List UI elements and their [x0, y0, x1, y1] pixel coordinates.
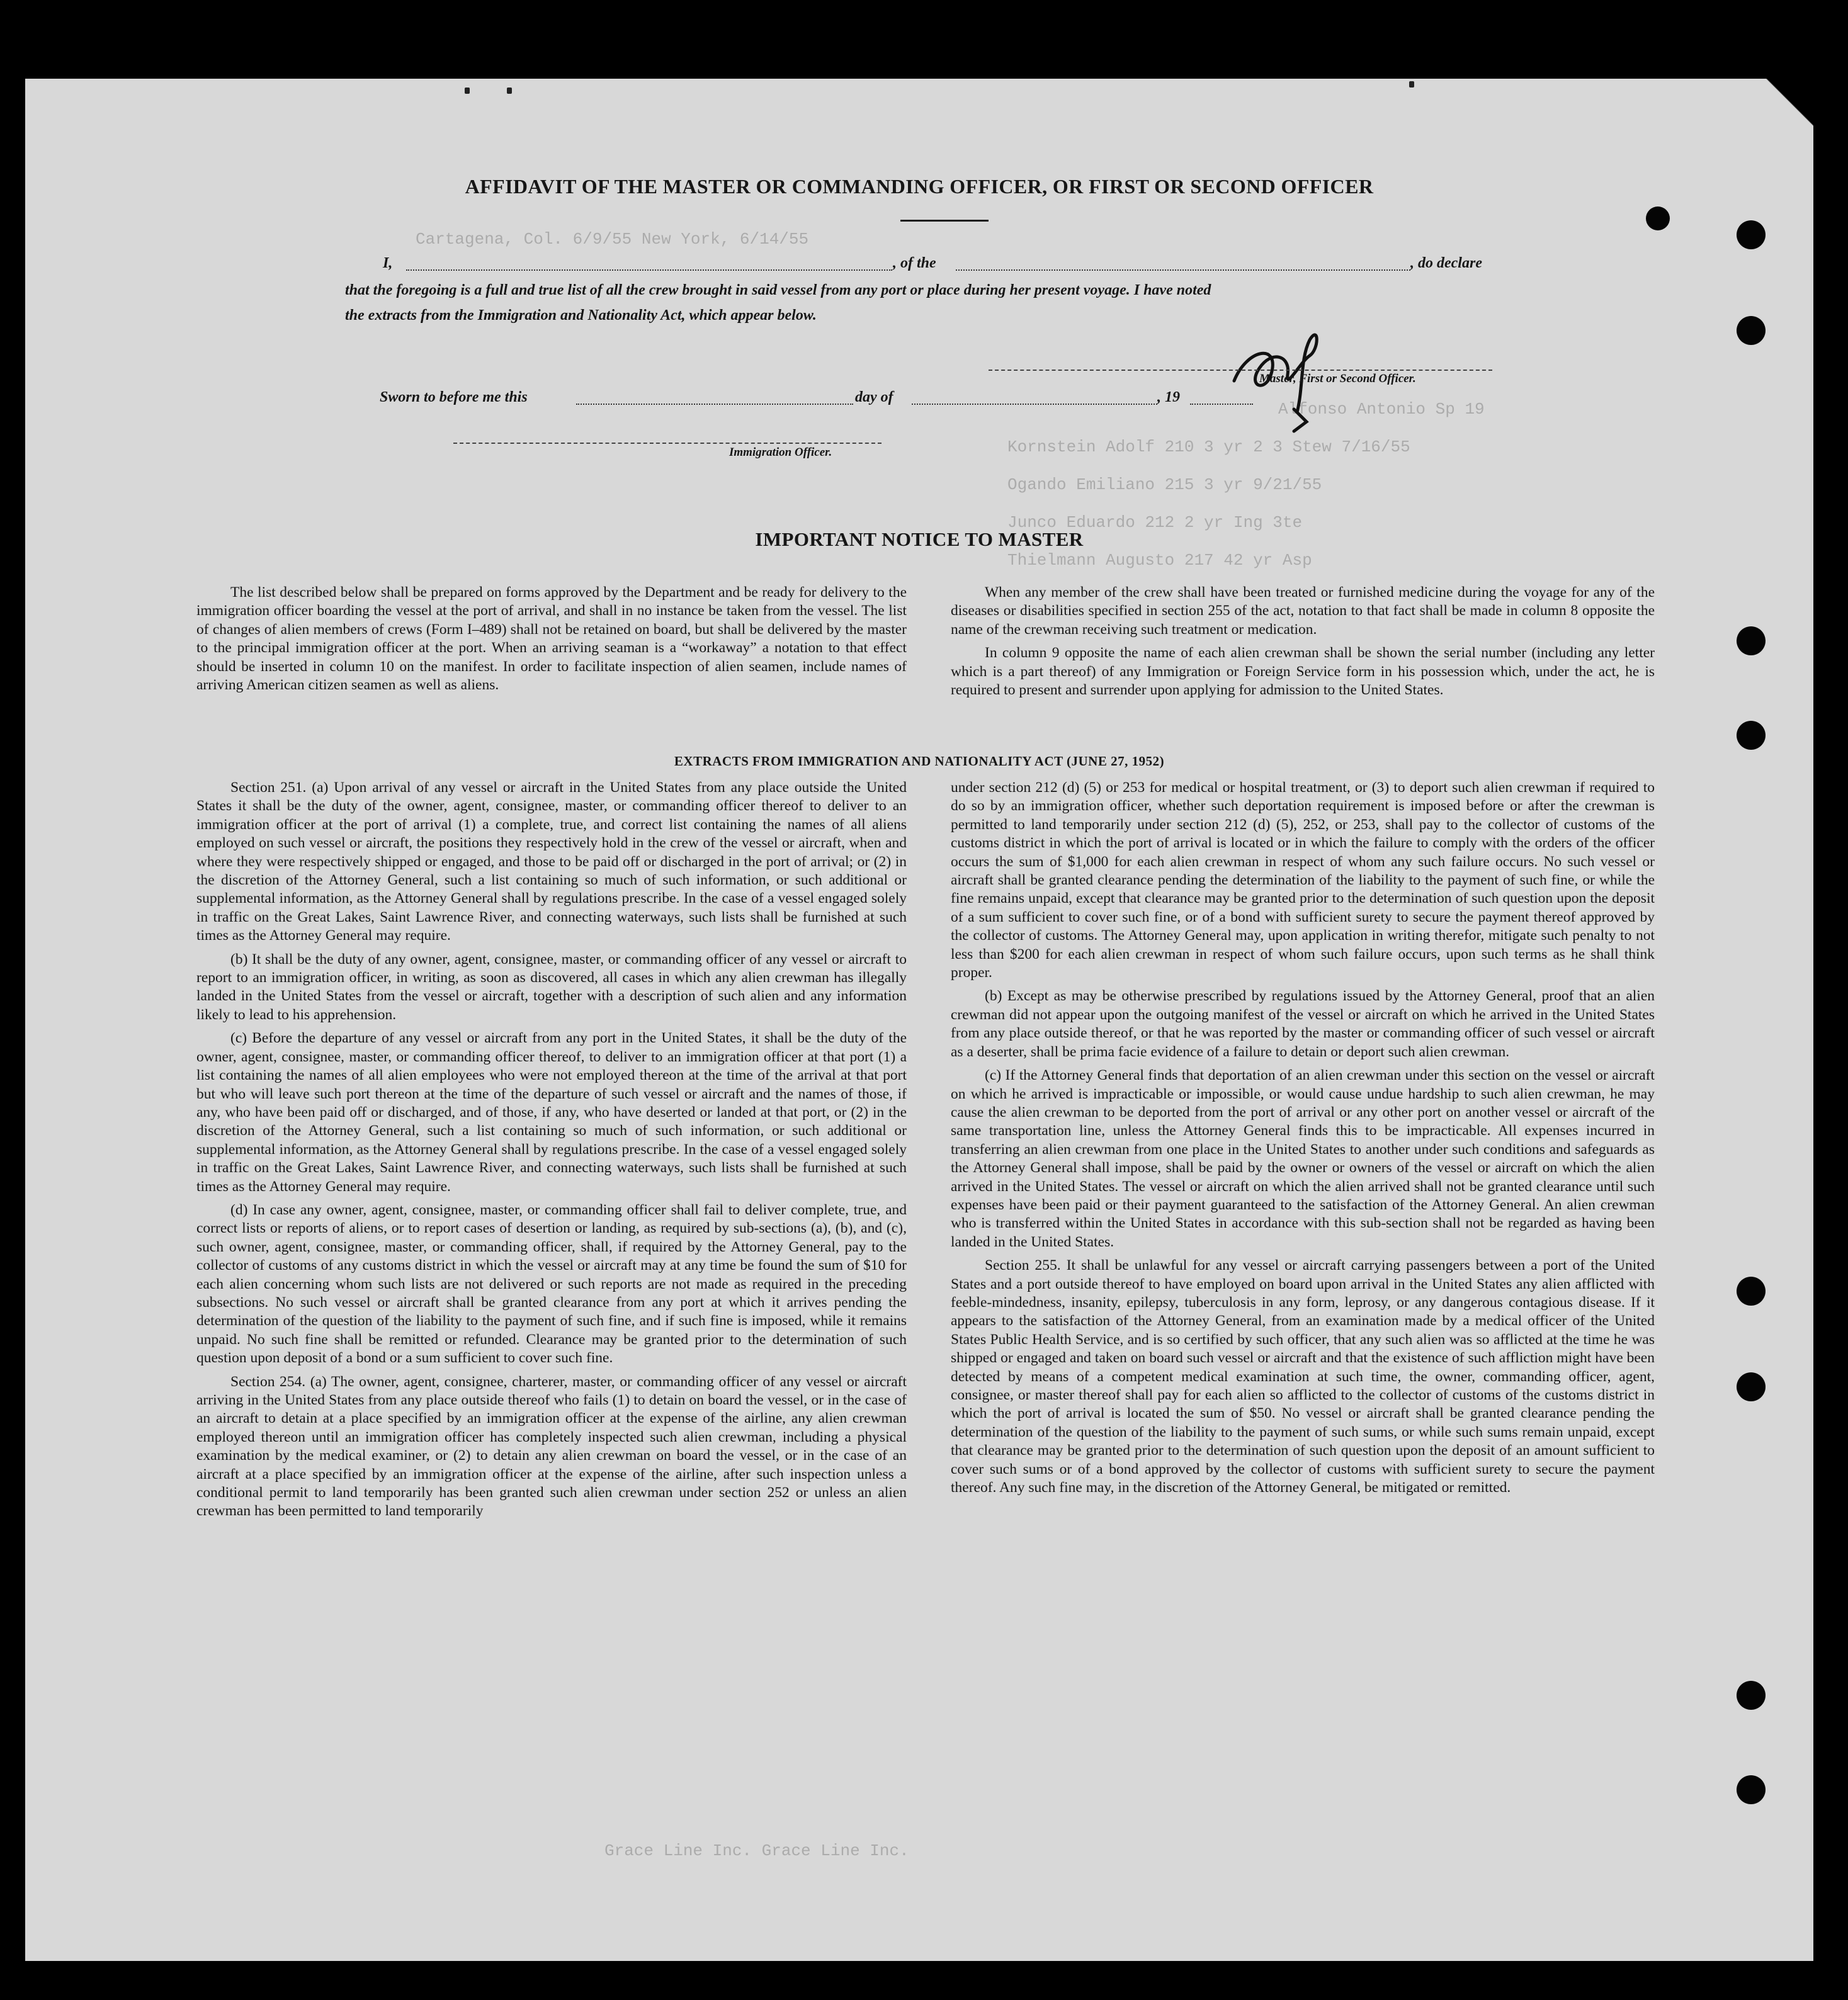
affidavit-title: AFFIDAVIT OF THE MASTER OR COMMANDING OFFICER, OR FIRST OR SECOND OFFICER [465, 175, 1374, 198]
do-declare-label: , do declare [1410, 255, 1482, 271]
section-251-b: (b) It shall be the duty of any owner, agent, consignee, master, or commanding officer of any vessel or aircraft to report to an immigration officer, in writing, as soon as discovered, all cases in which any alien crewman has illegally landed in the United States from the vessel or aircraft, together with a description of such alien and any information likely to lead to his apprehension. [196, 951, 907, 1023]
show-through-row2: Alfonso Antonio Sp 19 [1278, 400, 1485, 419]
stray-mark [465, 88, 470, 94]
extracts-title: EXTRACTS FROM IMMIGRATION AND NATIONALITY ACT (JUNE 27, 1952) [674, 754, 1165, 769]
punch-hole [1737, 1681, 1766, 1710]
sworn-year-field-line [1190, 404, 1253, 405]
signature-line [989, 370, 1492, 371]
year-prefix-label: , 19 [1157, 389, 1180, 405]
section-251-c: (c) Before the departure of any vessel or aircraft from any port in the United States, it shall be the duty of the owner, agent, consignee, master, or commanding officer thereof, to deliver to an immigration officer at that port (1) a list containing the names of all alien employees who were not employed thereon at the time of the arrival at that port but who will leave such port thereon at the time of the departure of such vessel or aircraft and the names of those, if any, who have been paid off or discharged, and of those, if any, who have deserted or landed at that port, or (2) in the discretion of the Attorney General, such a list containing so much of such information, or such additional or supplemental information, as the Attorney General shall by regulations prescribe. In the case of a vessel engaged solely in traffic on the Great Lakes, Saint Lawrence River, and connecting waterways, such lists shall be furnished at such times as the Attorney General may require. [196, 1030, 907, 1195]
section-254-a-continued: under section 212 (d) (5) or 253 for medical or hospital treatment, or (3) to deport such alien crewman if required to do so by an immigration officer, whether such deportation requirement is imposed before or after the crewman is permitted to land temporarily under section 212 (d) (5), 252, or 253, shall pay to the collector of customs of the customs district in which the port of arrival is located or in which the failure to comply with the orders of the officer occurs the sum of $1,000 for each alien crewman in respect of whom any such failure occurs. No such vessel or aircraft shall be granted clearance pending the determination of the liability to the payment of such fine, or while the fine remains unpaid, except that clearance may be granted prior to the determination of such question upon the deposit of a sum sufficient to cover such fine, or of a bond with sufficient surety to secure the payment thereof approved by the collector of customs. The Attorney General may, upon application in writing therefor, mitigate such penalty to not less than $200 for each alien crewman in respect of whom such failure occurs, upon such terms as he shall think proper. [951, 779, 1655, 981]
day-of-label: day of [855, 389, 893, 405]
vessel-field-line [956, 269, 1410, 271]
section-251-a: Section 251. (a) Upon arrival of any vessel or aircraft in the United States from any place outside the United States it shall be the duty of the owner, agent, consignee, master, or commanding officer thereof to deliver to an immigration officer at the port of arrival (1) a complete, true, and correct list containing the names of all aliens employed on such vessel or aircraft, the positions they respectively hold in the crew of the vessel or aircraft, when and where they were respectively shipped or engaged, and those to be paid off or discharged in the port of arrival; or (2) in the discretion of the Attorney General, such a list containing so much of such information, or such additional or supplemental information, as the Attorney General shall by regulations prescribe. In the case of a vessel engaged solely in traffic on the Great Lakes, Saint Lawrence River, and connecting waterways, such lists shall be furnished at such times as the Attorney General may require. [196, 779, 907, 944]
show-through-row6: Thielmann Augusto 217 42 yr Asp [1007, 551, 1312, 570]
stray-mark [507, 88, 512, 94]
immigration-officer-line [453, 443, 881, 444]
notice-title: IMPORTANT NOTICE TO MASTER [755, 528, 1084, 550]
document-page [25, 79, 1813, 1961]
show-through-row5: Junco Eduardo 212 2 yr Ing 3te [1007, 513, 1303, 532]
section-254-b: (b) Except as may be otherwise prescribed by regulations issued by the Attorney General, proof that an alien crewman did not appear upon the outgoing manifest of the vessel or aircraft on which he arrived in the United States from any place outside thereof, or that he was reported by the master or commanding officer of such vessel or aircraft as a deserter, shall be prima facie evidence of a failure to detain or deport such alien crewman. [951, 988, 1655, 1060]
stray-mark [1409, 81, 1414, 88]
title-underline [900, 220, 989, 222]
show-through-row1: Cartagena, Col. 6/9/55 New York, 6/14/55 [416, 230, 809, 249]
section-254-c: (c) If the Attorney General finds that deportation of an alien crewman under this section on the vessel or aircraft on which he arrived is impracticable or impossible, or would cause undue hardship to such alien crewman, he may cause the alien crewman to be deported from the port of arrival or any other port on another vessel or aircraft of the same transportation line, unless the Attorney General finds this to be impracticable. All expenses incurred in transferring an alien crewman from one place in the United States to another under such conditions and safeguards as the Attorney General shall impose, shall be paid by the owner or owners of the vessel or aircraft on which the alien arrived in the United States. The vessel or aircraft on which the alien arrived shall not be granted clearance until such expenses have been paid or their payment guaranteed to the satisfaction of the Attorney General. An alien crewman who is transferred within the United States in accordance with this sub-section shall not be regarded as having been landed in the United States. [951, 1067, 1655, 1250]
notice-left-paragraph: The list described below shall be prepared on forms approved by the Department and be ready for delivery to the immigration officer boarding the vessel at the port of arrival, and shall in no instance be taken from the vessel. The list of changes of alien members of crews (Form I–489) shall not be retained on board, but shall be delivered by the master to the principal immigration officer at the port. When an arriving seaman is a “workaway” a notation to that effect should be inserted in column 10 on the manifest. In order to facilitate inspection of alien seamen, include names of arriving American citizen seamen as well as aliens. [196, 584, 907, 694]
name-field-line [406, 269, 892, 271]
section-254-a: Section 254. (a) The owner, agent, consignee, charterer, master, or commanding officer of any vessel or aircraft arriving in the United States from any place outside thereof who fails (1) to detain on board the vessel, or in the case of an aircraft to detain at a place specified by an immigration officer at the expense of the airline, any alien crewman employed thereon until an immigration officer has completely inspected such alien crewman, including a physical examination by the medical examiner, or (2) to detain any alien crewman on board the vessel, or in the case of an aircraft at a place specified by an immigration officer at the expense of the airline, after such inspection unless a conditional permit to land temporarily has been granted such alien crewman under section 252 or unless an alien crewman has been permitted to land temporarily [196, 1373, 907, 1520]
sworn-day-field-line [576, 404, 853, 405]
punch-hole [1737, 1277, 1766, 1306]
notice-left-column [196, 584, 907, 699]
affidavit-i-label: I, [383, 255, 393, 271]
punch-hole [1737, 220, 1766, 249]
show-through-row3: Kornstein Adolf 210 3 yr 2 3 Stew 7/16/55 [1007, 438, 1410, 456]
extracts-right-column [951, 779, 1655, 1502]
punch-hole [1737, 1775, 1766, 1804]
of-the-label: , of the [893, 255, 936, 271]
punch-hole [1737, 316, 1766, 345]
punch-hole [1737, 626, 1766, 655]
notice-right-paragraph-1: When any member of the crew shall have been treated or furnished medicine during the voyage for any of the diseases or disabilities specified in section 255 of the act, notation to that fact shall be made in column 8 opposite the name of the crewman receiving such treatment or medication. [951, 584, 1655, 638]
signature-caption: Master, First or Second Officer. [1259, 372, 1416, 385]
show-through-footer: Grace Line Inc. Grace Line Inc. [604, 1841, 909, 1860]
section-255: Section 255. It shall be unlawful for any vessel or aircraft carrying passengers between a port of the United States and a port outside thereof to have employed on board upon arrival in the United States any alien afflicted with feeble-mindedness, insanity, epilepsy, tuberculosis in any form, leprosy, or any dangerous contagious disease. If it appears to the satisfaction of the Attorney General, from an examination made by a medical officer of the United States Public Health Service, and is so certified by such officer, that any such alien was so afflicted at the time he was shipped or engaged and taken on board such vessel or aircraft and that the existence of such affliction might have been detected by means of a competent medical examination at such time, the owner, commanding officer, agent, consignee, or master thereof shall pay for each alien so afflicted to the collector of customs of the customs district in which the port of arrival is located the sum of $50. No vessel or aircraft shall be granted clearance pending the determination of the question of the liability to the payment of such sums, or while such sums remain unpaid, except that clearance may be granted prior to the determination of such question upon the deposit of an amount sufficient to cover such sums or of a bond approved by the collector of customs with sufficient surety to secure the payment thereof. Any such fine may, in the discretion of the Attorney General, be mitigated or remitted. [951, 1257, 1655, 1496]
immigration-officer-caption: Immigration Officer. [729, 446, 832, 459]
affidavit-statement-line3: the extracts from the Immigration and Nationality Act, which appear below. [345, 307, 817, 324]
notice-right-paragraph-2: In column 9 opposite the name of each alien crewman shall be shown the serial number (including any letter which is a part thereof) of any Immigration or Foreign Service form in his possession which, under the act, he is required to present and surrender upon applying for admission to the United States. [951, 645, 1655, 699]
sworn-month-field-line [912, 404, 1157, 405]
extracts-left-column [196, 779, 907, 1526]
notice-right-column [951, 584, 1655, 704]
punch-hole [1646, 206, 1670, 230]
sworn-before-label: Sworn to before me this [380, 389, 528, 405]
punch-hole [1737, 721, 1766, 750]
punch-hole [1737, 1372, 1766, 1401]
affidavit-statement-line2: that the foregoing is a full and true list of all the crew brought in said vessel from any port or place during her present voyage. I have noted [345, 282, 1211, 298]
section-251-d: (d) In case any owner, agent, consignee, master, or commanding officer shall fail to deliver complete, true, and correct lists or reports of aliens, or to report cases of desertion or landing, as required by sub-sections (a), (b), and (c), such owner, agent, consignee, master, or commanding officer, shall, if required by the Attorney General, pay to the collector of customs of any customs district in which the vessel or aircraft may at any time be found the sum of $10 for each alien concerning whom such lists are not delivered or such reports are not made as required in the preceding subsections. No such vessel or aircraft shall be granted clearance from any port at which it arrives pending the determination of the question of the liability to the payment of such fine, and if such fine is imposed, while it remains unpaid. No such fine shall be remitted or refunded. Clearance may be granted prior to the determination of such question upon deposit of a bond or a sum sufficient to cover such fine. [196, 1201, 907, 1367]
show-through-row4: Ogando Emiliano 215 3 yr 9/21/55 [1007, 475, 1322, 494]
torn-corner [1738, 79, 1813, 135]
